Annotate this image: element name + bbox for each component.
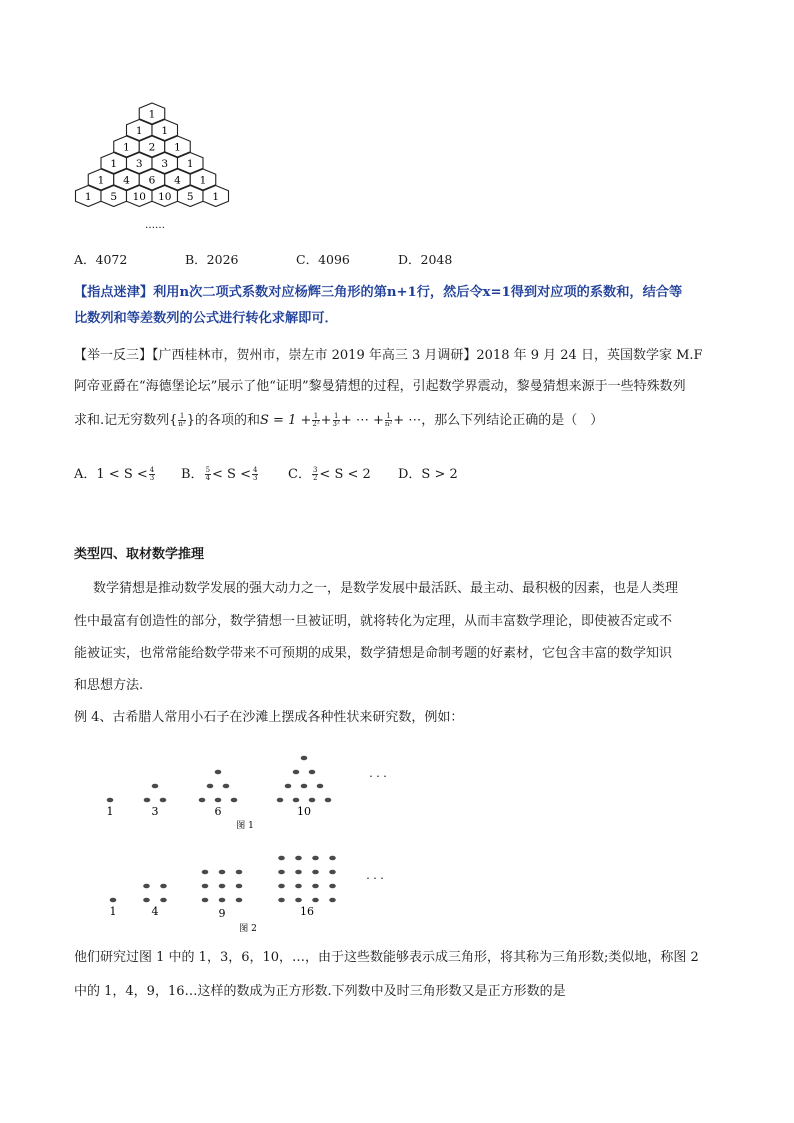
frac-den: 3²: [332, 420, 340, 428]
triangular-pebble: [231, 798, 238, 803]
triangular-pebble: [152, 784, 159, 789]
s-formula-c: + ⋯: [393, 413, 422, 428]
pascal-hex-value: 1: [148, 108, 156, 121]
pascal-hex-value: 3: [161, 158, 169, 170]
frac-num: 1: [386, 412, 391, 420]
example4-intro: 例 4、古希腊人常用小石子在沙滩上摆成各种性状来研究数，例如：: [74, 710, 464, 725]
ex3-option-b-text: < S <: [212, 467, 251, 482]
square-pebble: [236, 870, 243, 875]
example3-line-1: 【举一反三】【广西桂林市，贺州市，崇左市 2019 年高三 3 月调研】2018 年 9 月 24 日，英国数学家 M.F: [74, 348, 703, 363]
square-pebble: [329, 884, 336, 889]
s-formula-b: + ⋯ +: [340, 413, 384, 428]
square-pebble: [329, 856, 336, 861]
figure-2-square-dots: [110, 856, 336, 903]
triangular-pebble: [317, 784, 324, 789]
fraction-1-over-2sq: [312, 413, 319, 428]
example3-line3-mid: }的各项的和: [186, 413, 261, 428]
triangular-pebble: [223, 784, 230, 789]
fraction-1-over-n2: [178, 413, 185, 428]
pascal-hex-value: 4: [174, 174, 181, 187]
triangular-pebble: [215, 770, 222, 775]
pascal-triangle-figure: [74, 100, 244, 235]
q3-option-c: C．4096: [296, 252, 350, 267]
triangular-pebble: [301, 756, 308, 761]
square-pebble: [143, 898, 150, 903]
square-pebble: [329, 898, 336, 903]
fraction-5-over-4: [205, 467, 211, 482]
triangular-pebble: [277, 798, 284, 803]
ex3-option-b: [181, 465, 259, 485]
square-pebble: [295, 856, 302, 861]
s-formula-a: S = 1 +: [260, 413, 312, 428]
pascal-hex-value: 10: [158, 191, 172, 203]
pascal-hex-value: 1: [110, 158, 118, 170]
pebble-figures: [100, 735, 400, 940]
square-pebble: [160, 898, 167, 903]
square-pebble: [295, 870, 302, 875]
frac-num: 4: [253, 466, 258, 474]
triangular-pebble: [309, 770, 316, 775]
example4-text-line-1: 他们研究过图 1 中的 1，3，6，10，…，由于这些数能够表示成三角形，将其称为三角形数;类似地，称图 2: [74, 950, 699, 965]
pascal-hex-value: 6: [148, 174, 156, 187]
pascal-hex-value: 3: [135, 158, 143, 170]
fig1-label-6: 6: [214, 805, 222, 818]
triangular-pebble: [199, 798, 206, 803]
triangular-pebble: [207, 784, 214, 789]
square-pebble: [312, 870, 319, 875]
fig1-ellipsis: · · ·: [369, 770, 387, 783]
frac-num: 1: [179, 412, 185, 420]
fig1-caption: 图 1: [236, 821, 254, 831]
pascal-hex-value: 1: [123, 141, 130, 154]
triangular-pebble: [107, 798, 114, 803]
ex3-option-a: [74, 465, 156, 485]
fig2-label-4: 4: [151, 905, 159, 918]
square-pebble: [202, 898, 209, 903]
square-pebble: [312, 884, 319, 889]
pascal-ellipsis: ……: [145, 220, 165, 231]
triangular-pebble: [285, 784, 292, 789]
ex3-option-b-label: B．: [181, 467, 204, 482]
triangular-pebble: [293, 770, 300, 775]
square-pebble: [312, 898, 319, 903]
square-pebble: [312, 856, 319, 861]
fig2-label-16: 16: [300, 905, 314, 918]
section-para-line-4: 和思想方法.: [74, 678, 144, 693]
frac-den: 2²: [312, 420, 320, 428]
triangular-pebble: [325, 798, 332, 803]
ex3-option-c-label: C．: [288, 467, 311, 482]
square-pebble: [219, 898, 226, 903]
q3-option-a: A．4072: [74, 252, 128, 267]
frac-den: 3: [149, 474, 155, 482]
square-pebble: [278, 884, 285, 889]
section-para-line-2: 性中最富有创造性的部分，数学猜想一旦被证明，就将转化为定理，从而丰富数学理论，即使被否定或不: [74, 614, 673, 629]
square-pebble: [219, 884, 226, 889]
pascal-hex-value: 5: [186, 191, 194, 203]
pascal-hex-value: 1: [161, 125, 169, 137]
frac-den: 4: [205, 474, 211, 482]
ex3-option-c: [288, 465, 371, 485]
square-pebble: [202, 884, 209, 889]
pascal-hex-value: 10: [132, 191, 146, 203]
ex3-option-d: D．S > 2: [398, 467, 458, 482]
triangular-pebble: [160, 798, 167, 803]
tip-line-2: 比数列和等差数列的公式进行转化求解即可．: [74, 311, 338, 326]
fig1-label-3: 3: [151, 805, 159, 818]
figure-1-triangular-dots: [107, 756, 332, 803]
pascal-hex-value: 1: [174, 141, 181, 154]
triangular-pebble: [309, 798, 316, 803]
pascal-hex-value: 1: [212, 191, 220, 203]
frac-den: 2: [312, 474, 318, 482]
fraction-4-over-3-b: [252, 467, 258, 482]
frac-num: 3: [312, 466, 318, 474]
frac-den: n²: [384, 420, 393, 428]
example3-line-3: 求和.记无穷数列{ $\frac{1}{\text{n²}}$ }的各项的和S = 1 + $\frac{1}{\text{2²}}$ + $\frac{1}{\text{3²}}$ + ⋯ + $\frac{1}{\text{n²}}$ + ⋯，那么下列结论正确的是（ ）: [74, 412, 604, 428]
pascal-hex-value: 1: [84, 191, 92, 203]
frac-num: 1: [333, 412, 339, 420]
square-pebble: [236, 884, 243, 889]
ex3-option-a-text: A．1 < S <: [74, 467, 148, 482]
square-pebble: [329, 870, 336, 875]
tip-line-1: 【指点迷津】利用n次二项式系数对应杨辉三角形的第n+1行，然后令x=1得到对应项的系数和，结合等: [74, 285, 683, 300]
pascal-hex-value: 4: [123, 174, 130, 187]
fraction-3-over-2: [312, 467, 318, 482]
fraction-1-over-3sq: [333, 413, 340, 428]
section-para-line-1: 数学猜想是推动数学发展的强大动力之一，是数学发展中最活跃、最主动、最积极的因素，也是人类理: [93, 581, 679, 596]
frac-den: 3: [253, 474, 258, 482]
example3-line3-pre: 求和.记无穷数列{: [74, 413, 178, 428]
square-pebble: [278, 898, 285, 903]
pascal-hex-value: 1: [97, 174, 105, 187]
frac-den: n²: [178, 420, 186, 428]
triangular-pebble: [215, 798, 222, 803]
pascal-hex-value: 1: [135, 125, 143, 137]
square-pebble: [295, 884, 302, 889]
square-pebble: [143, 884, 150, 889]
triangular-pebble: [144, 798, 151, 803]
q3-option-b: B．2026: [185, 252, 239, 267]
ex3-option-c-text: < S < 2: [319, 467, 371, 482]
triangular-pebble: [293, 798, 300, 803]
square-pebble: [278, 856, 285, 861]
pascal-hex-grid: [76, 103, 229, 207]
square-pebble: [110, 898, 117, 903]
pascal-hex-value: 1: [199, 174, 207, 187]
example3-line-2: 阿帝亚爵在“海德堡论坛”展示了他“证明”黎曼猜想的过程，引起数学界震动，黎曼猜想来源于一些特殊数列: [74, 379, 686, 394]
frac-num: 4: [149, 466, 155, 474]
square-pebble: [295, 898, 302, 903]
square-pebble: [219, 870, 226, 875]
fig2-ellipsis: · · ·: [366, 872, 384, 885]
q3-option-d: D．2048: [398, 252, 453, 267]
fig1-label-10: 10: [297, 805, 311, 818]
section-para-line-3: 能被证实，也常常能给数学带来不可预期的成果，数学猜想是命制考题的好素材，它包含丰富的数学知识: [74, 646, 673, 661]
pascal-hex-value: 2: [148, 141, 156, 154]
fig2-caption: 图 2: [239, 924, 257, 934]
square-pebble: [278, 870, 285, 875]
example4-text-line-2: 中的 1，4，9，16…这样的数成为正方形数.下列数中及时三角形数又是正方形数的是: [74, 984, 566, 999]
example3-line3-post: ，那么下列结论正确的是（ ）: [421, 413, 604, 428]
square-pebble: [202, 870, 209, 875]
fig1-label-1: 1: [106, 805, 114, 818]
fraction-1-over-n2-b: [385, 413, 392, 428]
frac-num: 1: [313, 412, 319, 420]
triangular-pebble: [301, 784, 308, 789]
square-pebble: [160, 884, 167, 889]
frac-num: 5: [205, 466, 211, 474]
pascal-hex-value: 5: [110, 191, 118, 203]
square-pebble: [236, 898, 243, 903]
fraction-4-over-3: [149, 467, 155, 482]
fig2-label-1: 1: [109, 905, 117, 918]
section-title: 类型四、取材数学推理: [74, 547, 205, 562]
fig2-label-9: 9: [218, 907, 226, 920]
pascal-hex-value: 1: [186, 158, 194, 170]
